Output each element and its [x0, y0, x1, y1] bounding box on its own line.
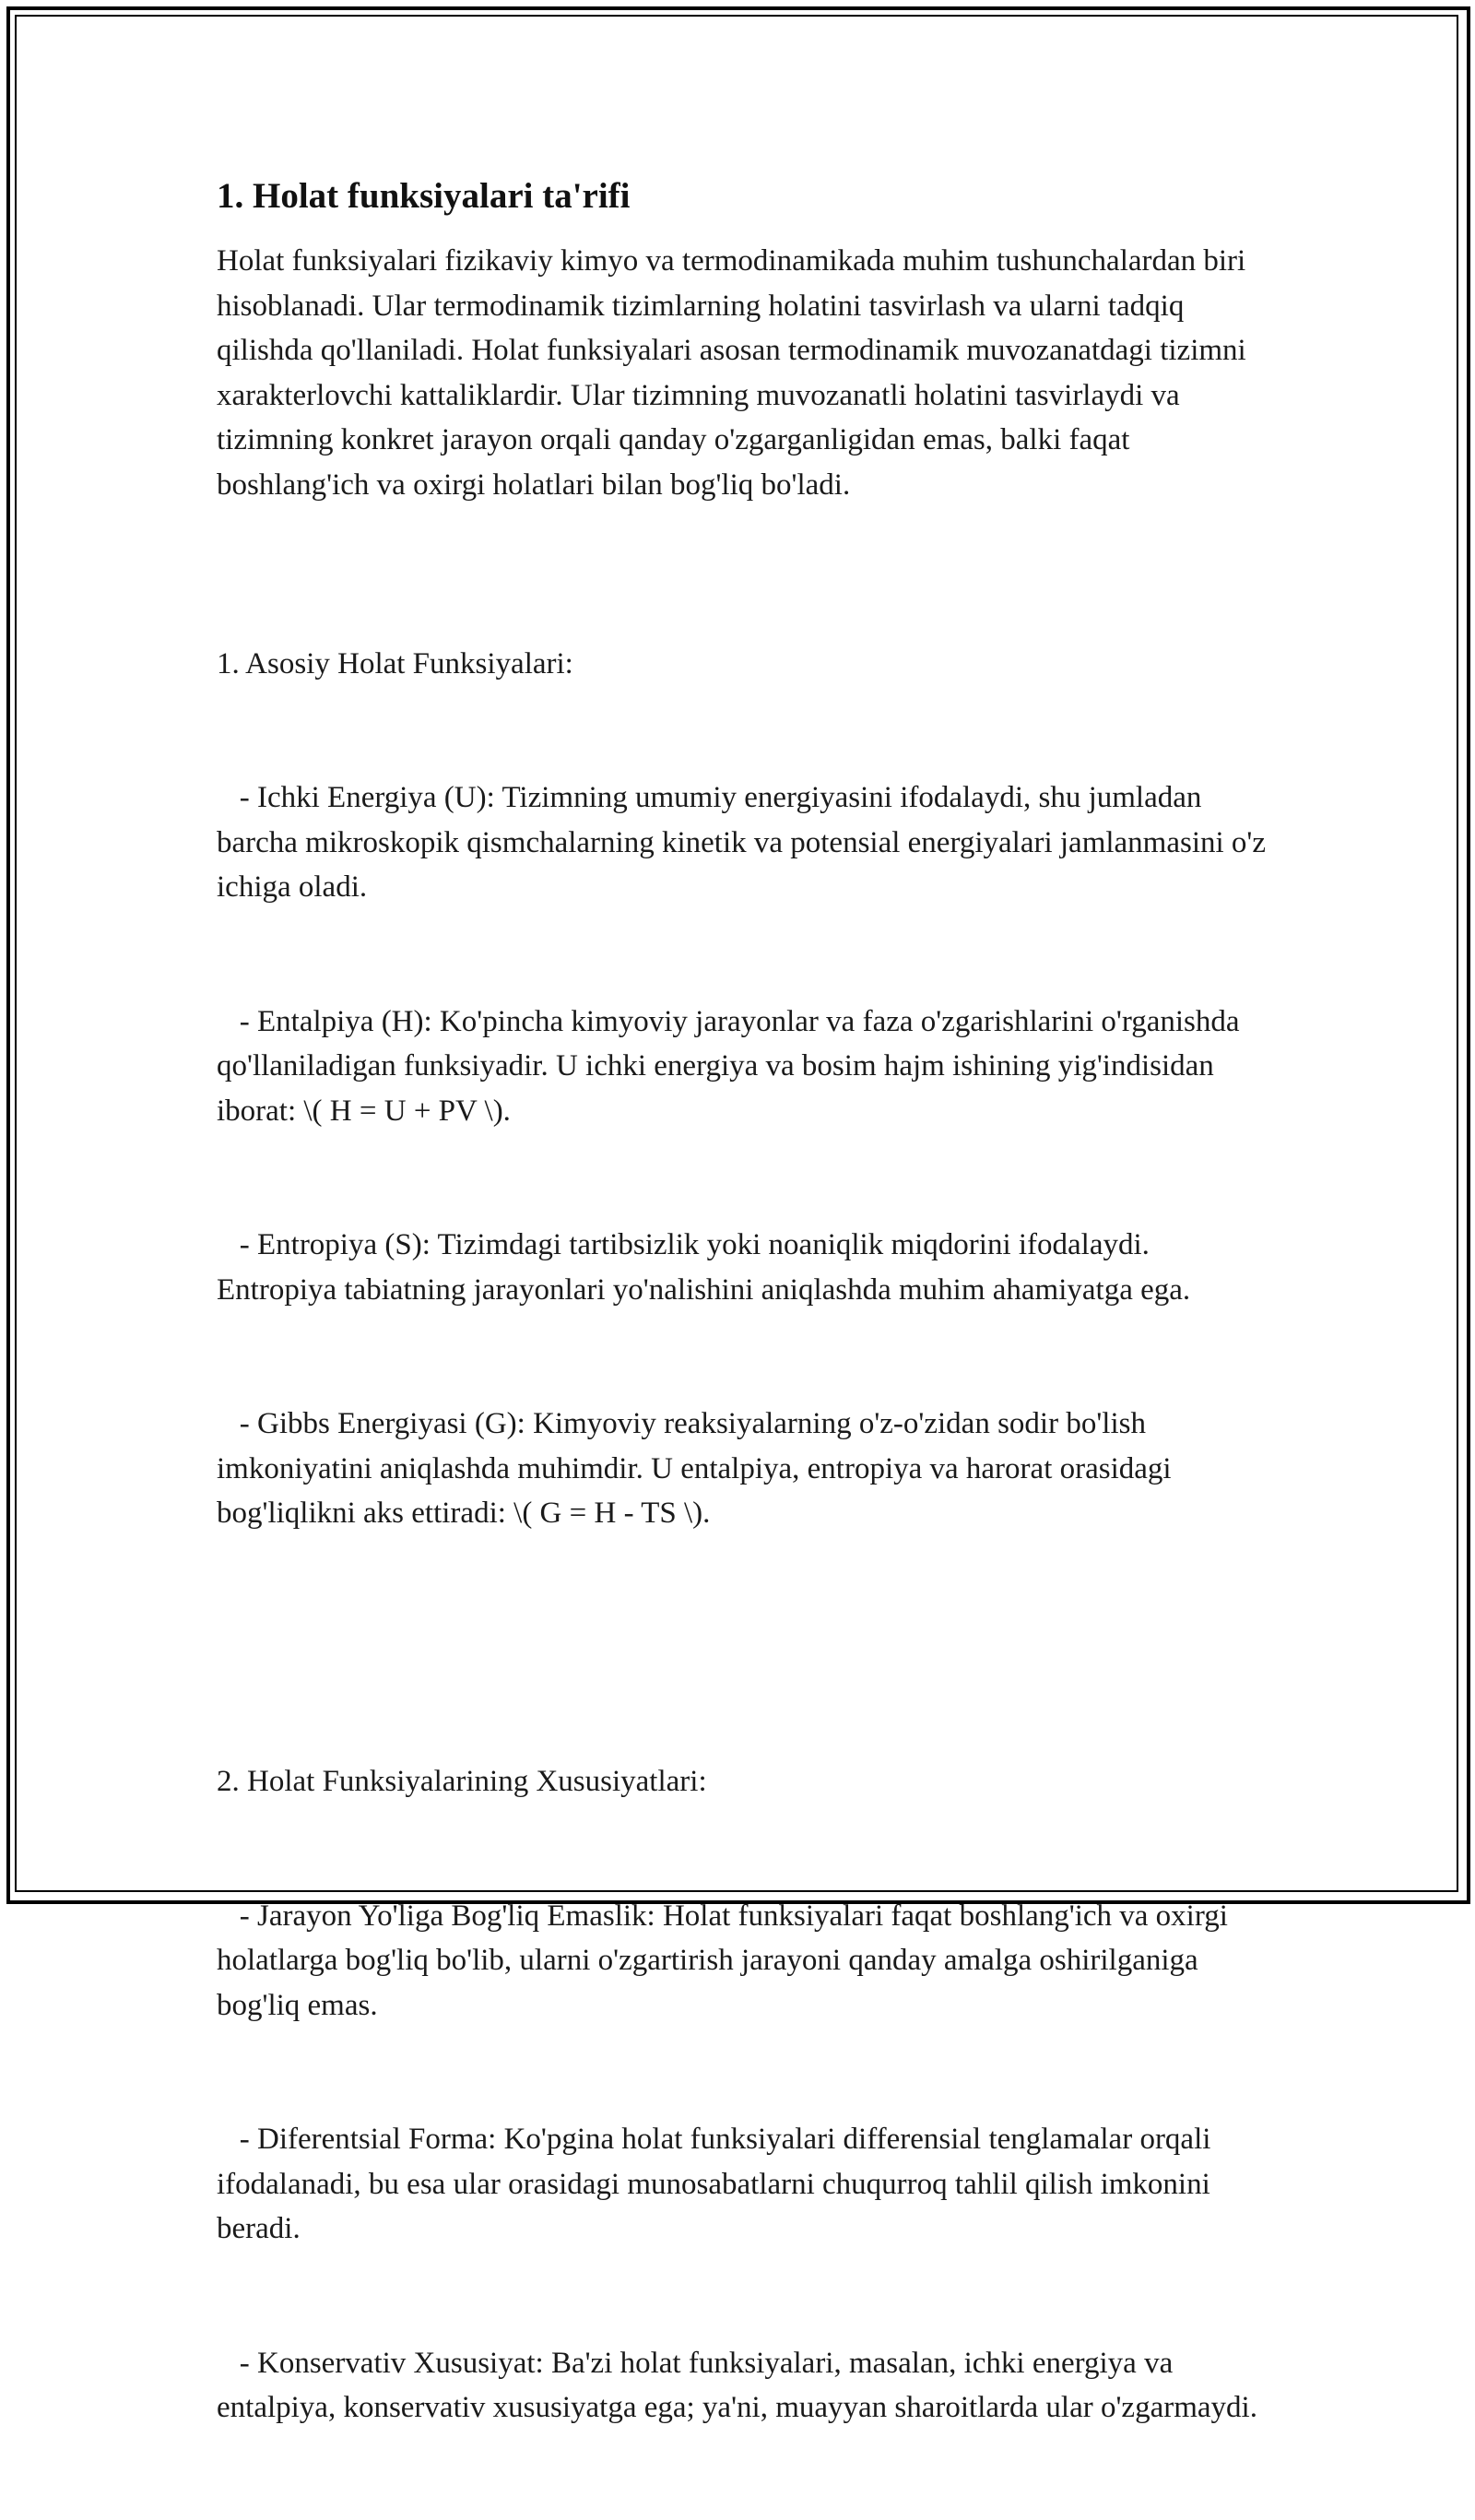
list-item: - Konservativ Xususiyat: Ba'zi holat funksiyalari, masalan, ichki energiya va entalpiya, konservativ xususiyatga ega; ya'ni, muayyan sharoitlarda ular o'zgarmaydi.	[217, 2346, 1257, 2424]
document-title: 1. Holat funksiyalari ta'rifi	[217, 176, 631, 216]
spacer	[217, 1626, 1277, 1671]
intro-paragraph: Holat funksiyalari fizikaviy kimyo va termodinamikada muhim tushunchalardan biri hisoblanadi. Ular termodinamik tizimlarning holatini tasvirlash va ularni tadqiq qilishda qo'llaniladi. Holat funksiyalari asosan termodinamik muvozanatdagi tizimni xarakterlovchi kattaliklardir. Ular tizimning muvozanatli holatini tasvirlaydi va tizimning konkret jarayon orqali qanday o'zgarganligidan emas, balki faqat boshlang'ich va oxirgi holatlari bilan bog'liq bo'ladi.	[217, 244, 1254, 502]
section-asosiy	[217, 552, 1277, 1626]
list-item: - Entropiya (S): Tizimdagi tartibsizlik yoki noaniqlik miqdorini ifodalaydi. Entropiya tabiatning jarayonlari yo'nalishini aniqlashda muhim ahamiyatga ega.	[217, 1228, 1191, 1307]
spacer	[217, 507, 1277, 552]
list-item: - Jarayon Yo'liga Bog'liq Emaslik: Holat funksiyalari faqat boshlang'ich va oxirgi holatlarga bog'liq bo'lib, ularni o'zgartirish jarayoni qanday amalga oshirilganiga bog'liq emas.	[217, 1899, 1236, 2022]
section-heading: 1. Asosiy Holat Funksiyalari:	[217, 646, 573, 680]
list-item: - Entalpiya (H): Ko'pincha kimyoviy jarayonlar va faza o'zgarishlarini o'rganishda qo'llaniladigan funksiyadir. U ichki energiya va bosim hajm ishining yig'indisidan iborat: \( H = U + PV \).	[217, 1004, 1247, 1128]
list-item: - Diferentsial Forma: Ko'pgina holat funksiyalari differensial tenglamalar orqali ifodalanadi, bu esa ular orasidagi munosabatlarni chuqurroq tahlil qilish imkonini beradi.	[217, 2123, 1219, 2245]
list-item: - Gibbs Energiyasi (G): Kimyoviy reaksiyalarning o'z-o'zidan sodir bo'lish imkoniyatini aniqlashda muhimdir. U entalpiya, entropiya va harorat orasidagi bog'liqlikni aks ettiradi: \( G = H - TS \).	[217, 1407, 1179, 1530]
section-heading: 2. Holat Funksiyalarining Xususiyatlari:	[217, 1765, 707, 1798]
document-body	[217, 172, 1277, 2520]
section-xususiyatlar	[217, 1670, 1277, 2520]
list-item: - Ichki Energiya (U): Tizimning umumiy energiyasini ifodalaydi, shu jumladan barcha mikroskopik qismchalarning kinetik va potensial energiyalari jamlanmasini o'z ichiga oladi.	[217, 781, 1274, 904]
